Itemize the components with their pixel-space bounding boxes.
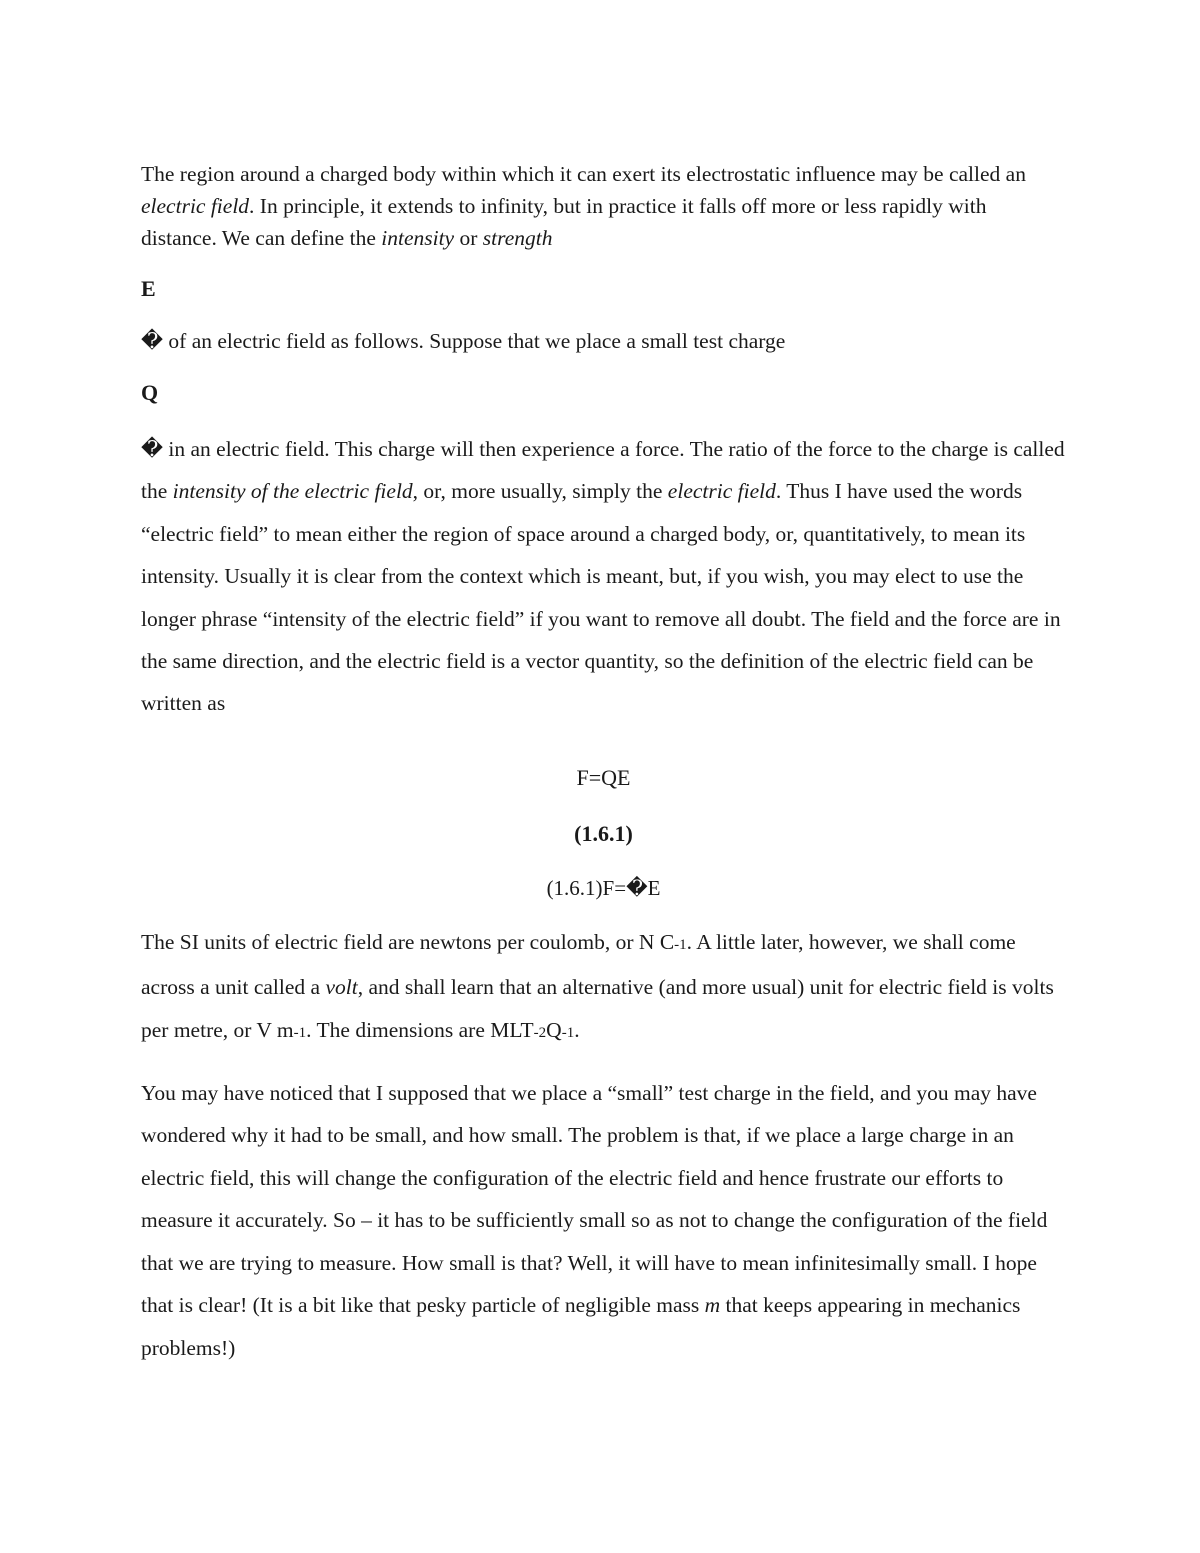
emphasis-intensity: intensity (381, 226, 455, 250)
text-run: . (574, 1017, 580, 1042)
symbol-q: Q (141, 380, 159, 405)
text-run: You may have noticed that I supposed that we place a “small” test charge in the field, and you may have wondered why it had to be small, and how small. The problem is that, if we place a large charge in an electric field, this will change the configuration of the electric field and hence frustrate our efforts to measure it accurately. So – it has to be sufficiently small so as not to change the configuration of the field that we are trying to measure. How small is that? Well, it will have to mean infinitesimally small. I hope that is clear! (It is a bit like that pesky particle of negligible mass (141, 1081, 1048, 1318)
text-run: . The dimensions are MLT (306, 1017, 534, 1042)
text-run: , and shall learn that an alternative (and more usual) unit for electric field is volts per metre, or V m (141, 975, 1054, 1042)
text-run: . Thus I have used the words “electric field” to mean either the region of space around a charged body, or, quantitatively, to mean its intensity. Usually it is clear from the context which is meant, but, if you wish, you may elect to use the longer phrase “intensity of the electric field” if you want to remove all doubt. The field and the force are in the same direction, and the electric field is a vector quantity, so the definition of the electric field can be written as (141, 479, 1061, 716)
text-run: � in an electric field. This charge will then experience a force. The ratio of the force to the charge is called the (141, 437, 1065, 504)
text-run: The SI units of electric field are newtons per coulomb, or N C (141, 929, 675, 954)
text-run: Q (546, 1017, 562, 1042)
emphasis-volt: volt (325, 975, 358, 1000)
symbol-e: E (141, 276, 156, 301)
equation-alt-text: (1.6.1)F=�E (546, 875, 661, 900)
equation-main: F=QE (576, 764, 631, 790)
definition-paragraph (141, 428, 1066, 725)
field-definition-line: � of an electric field as follows. Suppose that we place a small test charge (141, 329, 786, 353)
emphasis-strength: strength (482, 226, 553, 250)
text-run: . In principle, it extends to infinity, but in practice it falls off more or less rapidly with distance. We can define the (141, 194, 987, 250)
text-run: . A little later, however, we shall come across a unit called a (141, 929, 1016, 1000)
emphasis-electric-field: electric field (667, 479, 776, 504)
exponent: -1 (561, 1024, 575, 1041)
emphasis-mass-m: m (704, 1293, 721, 1318)
exponent: -1 (674, 936, 687, 953)
equation-number: (1.6.1) (574, 820, 633, 846)
units-paragraph (141, 921, 1066, 1054)
exponent: -1 (293, 1024, 307, 1041)
text-run: , or, more usually, simply the (412, 479, 668, 504)
text-run: or (454, 226, 483, 250)
intro-paragraph (141, 158, 1066, 254)
text-run: The region around a charged body within which it can exert its electrostatic influence may be called an (141, 162, 1026, 186)
emphasis-intensity-of-field: intensity of the electric field (172, 479, 413, 504)
emphasis-electric-field: electric field (141, 194, 250, 218)
test-charge-paragraph (141, 1072, 1066, 1369)
exponent: -2 (533, 1024, 547, 1041)
text-run: that keeps appearing in mechanics problems!) (141, 1293, 1021, 1360)
document-page (141, 158, 1066, 1369)
